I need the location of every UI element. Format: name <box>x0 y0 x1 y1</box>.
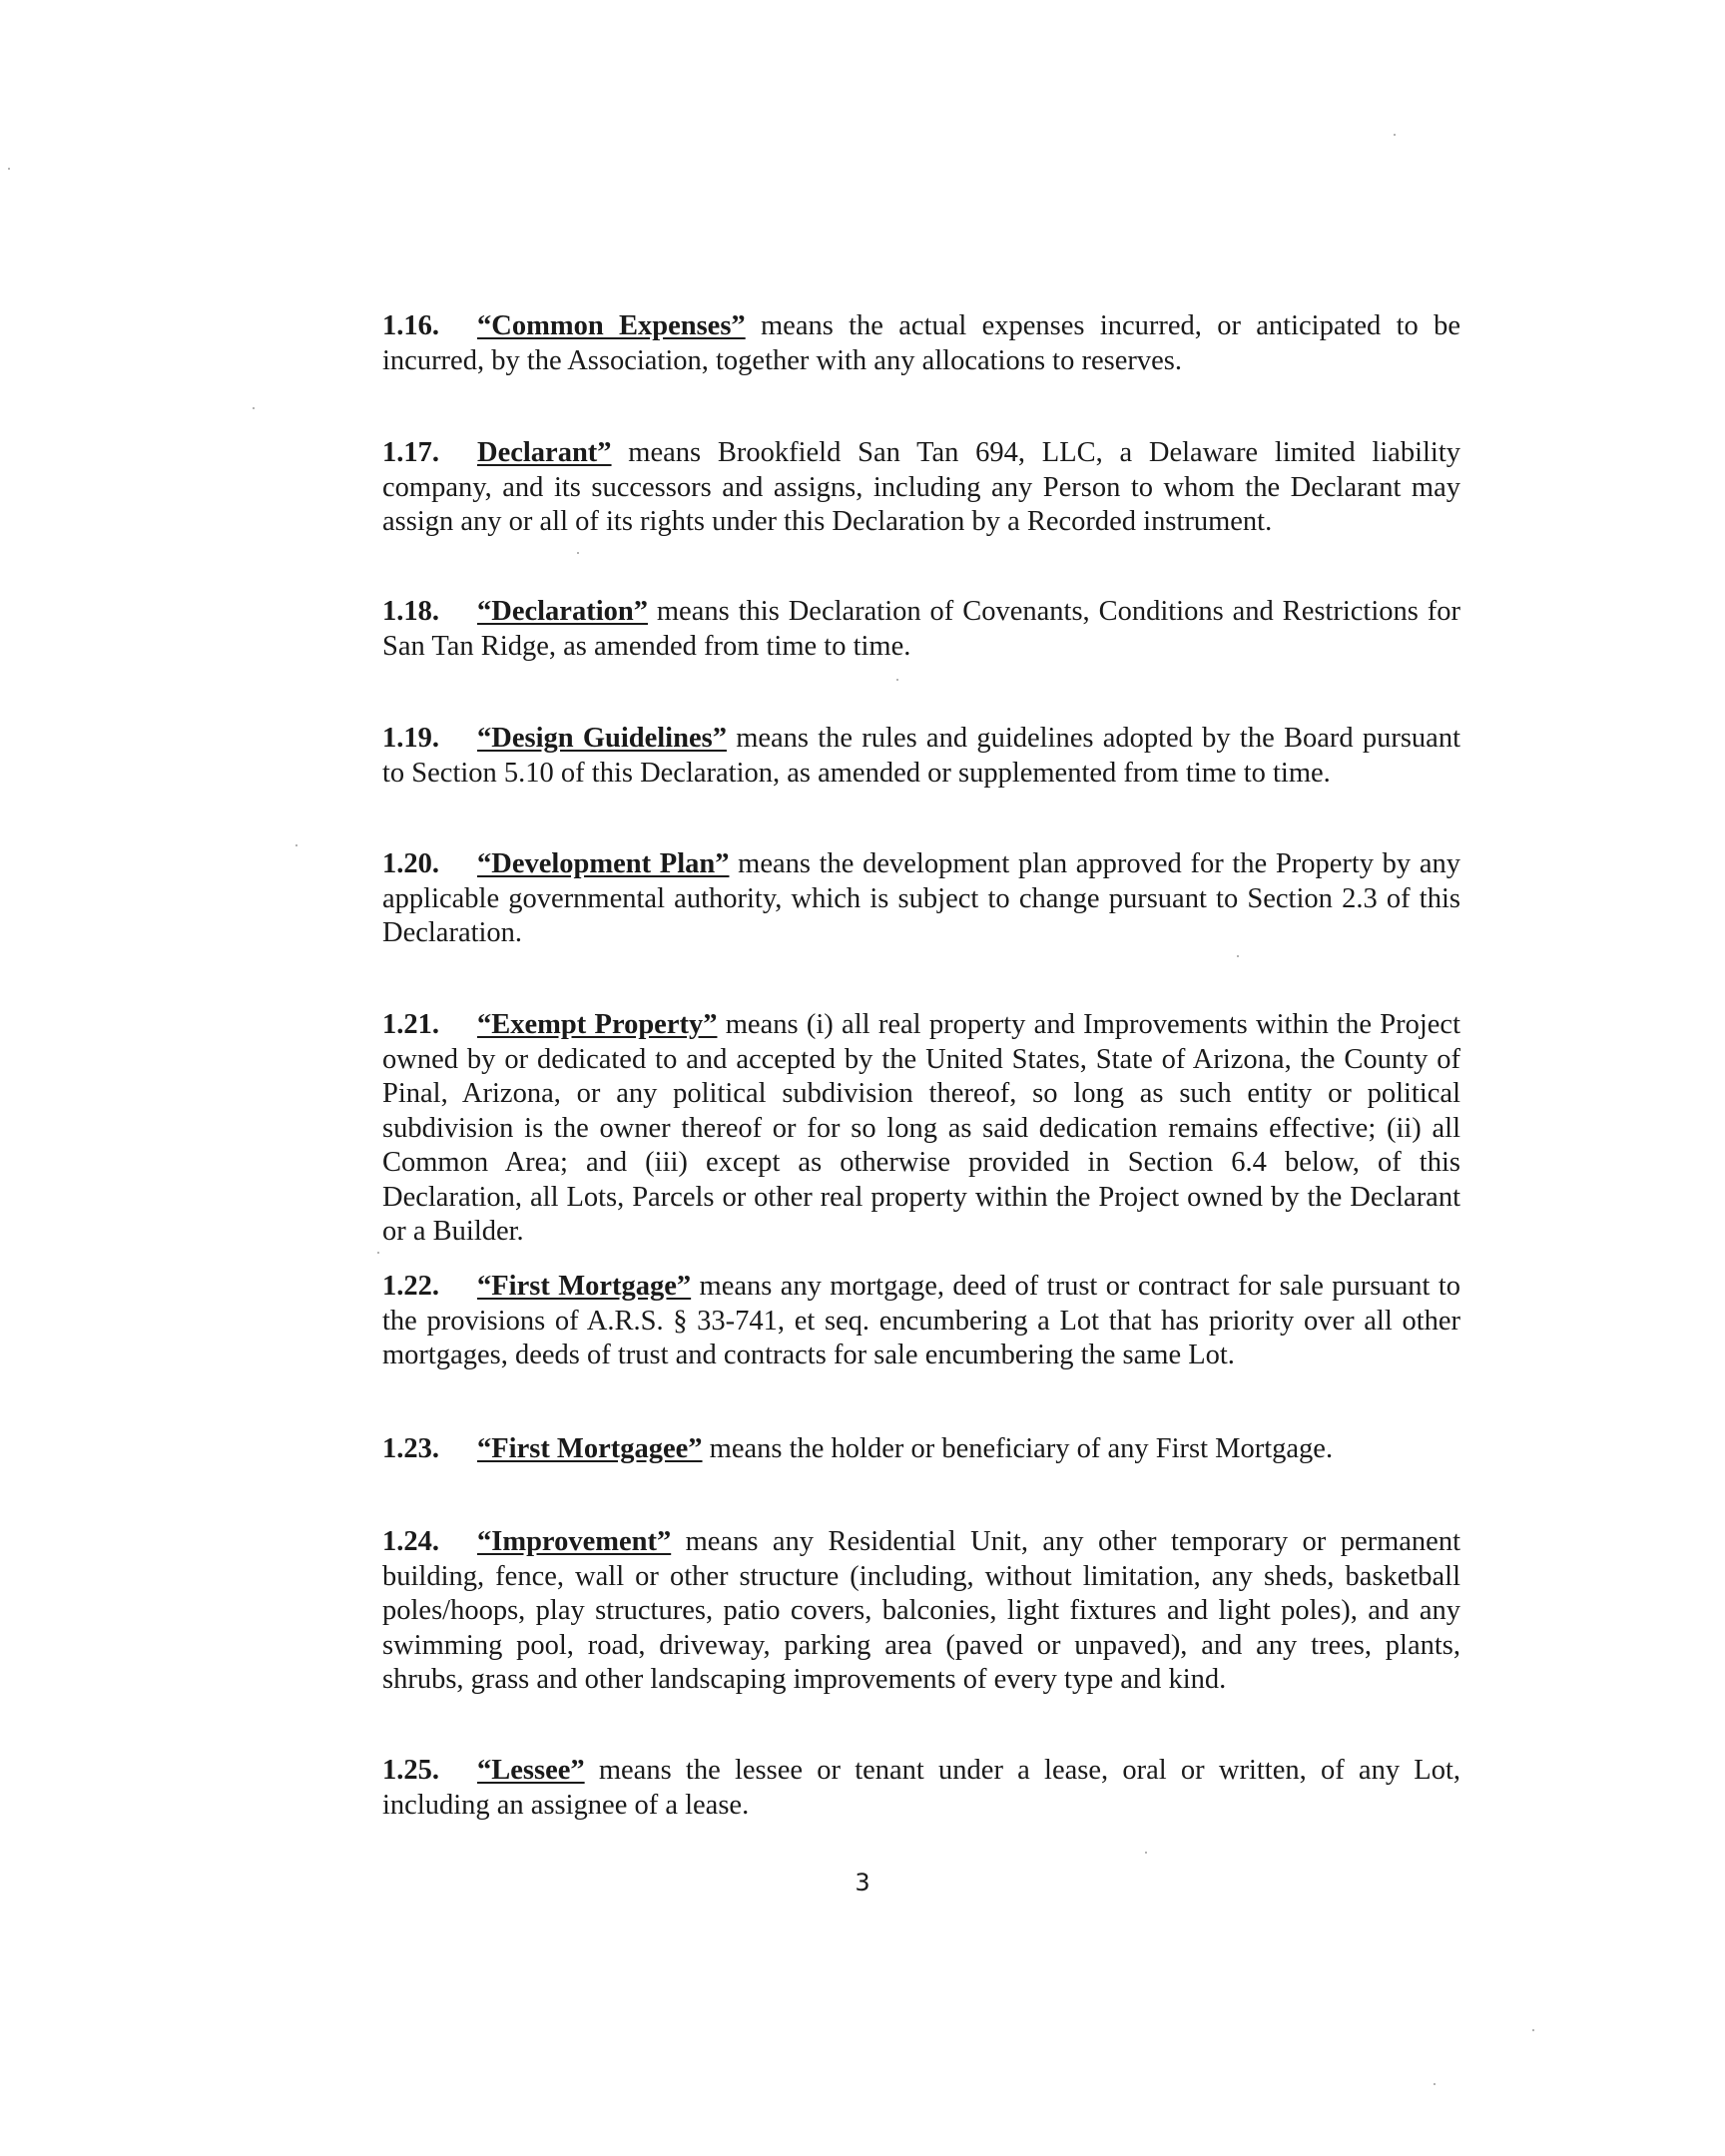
scan-speck <box>1237 955 1239 957</box>
section-number: 1.19. <box>382 723 439 754</box>
definition-1-21 <box>292 1008 1460 1250</box>
definition-text: means any mortgage, deed of trust or contract for sale pursuant to the provisions of A.R.S. § 33-741, et seq. encumbering a Lot that has priority over all other mortgages, deeds of trust and contracts for sale encumbering the same Lot. <box>382 1271 1461 1370</box>
page-number: 3 <box>855 1869 870 1896</box>
defined-term: Declarant” <box>477 437 612 468</box>
definition-1-16 <box>292 309 1460 378</box>
definition-text: means the actual expenses incurred, or anticipated to be incurred, by the Association, together with any allocations to reserves. <box>382 310 1461 376</box>
definition-text: means (i) all real property and Improvements within the Project owned by or dedicated to and accepted by the United States, State of Arizona, the County of Pinal, Arizona, or any political subdivision thereof, so long as such entity or political subdivision is the owner thereof or for so long as said dedication remains effective; (ii) all Common Area; and (iii) except as otherwise provided in Section 6.4 below, of this Declaration, all Lots, Parcels or other real property within the Project owned by the Declarant or a Builder. <box>382 1009 1460 1247</box>
scan-speck <box>896 679 898 681</box>
defined-term: “First Mortgagee” <box>477 1433 703 1464</box>
section-number: 1.24. <box>382 1526 439 1557</box>
definition-text: means Brookfield San Tan 694, LLC, a Delaware limited liability company, and its successors and assigns, including any Person to whom the Declarant may assign any or all of its rights under this Declaration by a Recorded instrument. <box>382 437 1460 537</box>
section-number: 1.16. <box>382 310 439 341</box>
definition-text: means any Residential Unit, any other temporary or permanent building, fence, wall or other structure (including, without limitation, any sheds, basketball poles/hoops, play structures, patio covers, balconies, light fixtures and light poles), and any swimming pool, road, driveway, parking area (paved or unpaved), and any trees, plants, shrubs, grass and other landscaping improvements of every type and kind. <box>382 1526 1460 1695</box>
definition-text: means the development plan approved for the Property by any applicable governmental authority, which is subject to change pursuant to Section 2.3 of this Declaration. <box>382 848 1460 948</box>
scan-speck <box>577 552 579 554</box>
section-number: 1.23. <box>382 1433 439 1464</box>
definition-text: means the rules and guidelines adopted by the Board pursuant to Section 5.10 of this Declaration, as amended or supplemented from time to time. <box>382 723 1460 789</box>
definition-1-23 <box>292 1432 1460 1467</box>
definition-text: means the lessee or tenant under a lease, oral or written, of any Lot, including an assignee of a lease. <box>382 1755 1460 1821</box>
section-number: 1.22. <box>382 1271 439 1302</box>
section-number: 1.25. <box>382 1755 439 1786</box>
scan-speck <box>1394 134 1396 136</box>
defined-term: “Exempt Property” <box>477 1009 718 1040</box>
section-number: 1.20. <box>382 848 439 879</box>
defined-term: “Design Guidelines” <box>477 723 727 754</box>
defined-term: “Declaration” <box>477 596 648 627</box>
scan-speck <box>1532 2029 1534 2031</box>
definition-1-17 <box>292 436 1460 540</box>
section-number: 1.18. <box>382 596 439 627</box>
definition-1-25 <box>292 1754 1460 1823</box>
defined-term: “Common Expenses” <box>477 310 746 341</box>
definition-text: means the holder or beneficiary of any First Mortgage. <box>702 1433 1334 1464</box>
section-number: 1.21. <box>382 1009 439 1040</box>
definition-1-24 <box>292 1525 1460 1698</box>
scan-speck <box>253 407 255 409</box>
scan-speck <box>1145 1852 1147 1854</box>
scan-speck <box>8 168 10 170</box>
defined-term: “First Mortgage” <box>477 1271 692 1302</box>
definition-1-19 <box>292 722 1460 791</box>
defined-term: “Improvement” <box>477 1526 672 1557</box>
defined-term: “Lessee” <box>477 1755 585 1786</box>
definition-1-20 <box>292 847 1460 951</box>
scan-speck <box>377 1252 379 1254</box>
scan-speck <box>1434 2083 1436 2085</box>
scan-speck <box>295 844 297 846</box>
definition-1-22 <box>292 1270 1460 1373</box>
definition-1-18 <box>292 595 1460 664</box>
definition-text: means this Declaration of Covenants, Conditions and Restrictions for San Tan Ridge, as amended from time to time. <box>382 596 1460 662</box>
section-number: 1.17. <box>382 437 439 468</box>
defined-term: “Development Plan” <box>477 848 730 879</box>
